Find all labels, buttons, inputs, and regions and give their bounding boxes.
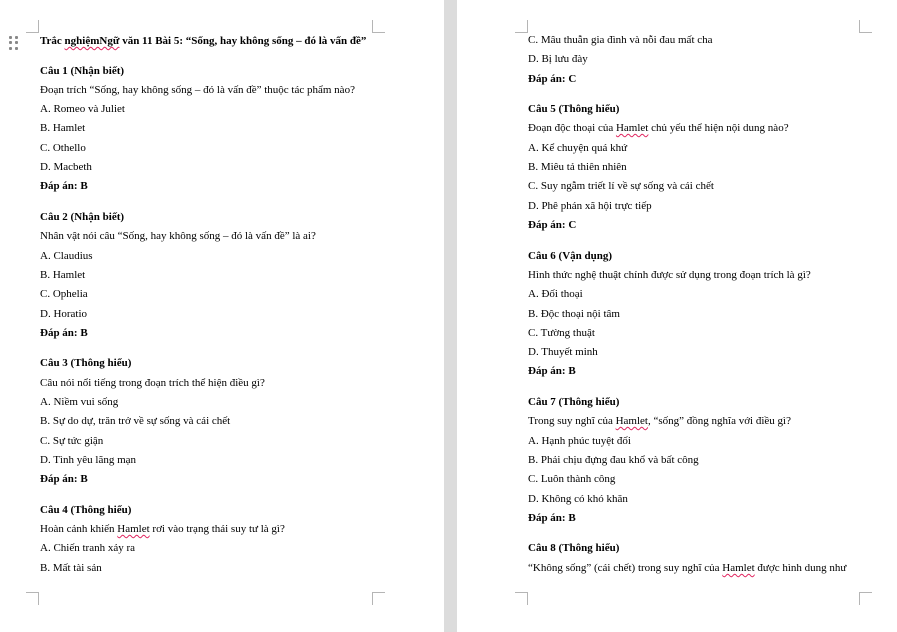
page-corner-mark xyxy=(859,20,872,33)
answer-key: Đáp án: B xyxy=(528,512,576,524)
spell-error-word[interactable]: Hamlet xyxy=(615,122,649,134)
question-heading: Câu 7 (Thông hiểu) xyxy=(528,396,620,408)
question-prompt-text: được hình dung như xyxy=(754,562,847,574)
question-prompt-text: , “sống” đồng nghĩa với điều gì? xyxy=(648,415,791,427)
question-prompt: Đoạn trích “Sống, hay không sống – đó là vấn đề” thuộc tác phẩm nào? xyxy=(40,84,355,96)
question-prompt-text: chủ yếu thể hiện nội dung nào? xyxy=(648,122,789,134)
page-corner-mark xyxy=(859,592,872,605)
question-prompt-text: Hoàn cảnh khiến xyxy=(40,523,118,535)
document-page-left xyxy=(0,0,444,632)
question-prompt: Câu nói nổi tiếng trong đoạn trích thể hiện điều gì? xyxy=(40,377,265,389)
question-prompt xyxy=(528,122,789,135)
answer-option: D. Thuyết minh xyxy=(528,346,598,358)
answer-option: A. Chiến tranh xảy ra xyxy=(40,542,135,554)
question-prompt-text: Trong suy nghĩ của xyxy=(528,415,616,427)
answer-option: A. Niềm vui sống xyxy=(40,396,119,408)
answer-key: Đáp án: B xyxy=(40,473,88,485)
page-corner-mark xyxy=(515,20,528,33)
answer-option: D. Phê phán xã hội trực tiếp xyxy=(528,200,652,212)
answer-option: D. Tình yêu lãng mạn xyxy=(40,454,137,466)
answer-option: C. Suy ngẫm triết lí về sự sống và cái chết xyxy=(528,180,714,192)
spell-error-word[interactable]: Hamlet xyxy=(117,523,150,535)
answer-option: B. Phải chịu đựng đau khổ và bất công xyxy=(528,454,699,466)
question-prompt xyxy=(528,562,846,575)
question-heading: Câu 1 (Nhận biết) xyxy=(40,65,125,77)
answer-option: A. Kể chuyện quá khứ xyxy=(528,142,628,154)
answer-option: D. Horatio xyxy=(40,308,88,320)
question-heading: Câu 3 (Thông hiểu) xyxy=(40,357,132,369)
document-title xyxy=(40,35,366,48)
question-prompt xyxy=(528,415,791,428)
answer-option: D. Macbeth xyxy=(40,161,92,173)
question-heading: Câu 8 (Thông hiểu) xyxy=(528,542,620,554)
document-title-text: văn 11 Bài 5: “Sống, hay không sống – đó là vấn đề” xyxy=(119,35,367,47)
answer-key: Đáp án: C xyxy=(528,219,577,231)
answer-key: Đáp án: B xyxy=(40,327,88,339)
question-prompt xyxy=(40,523,285,536)
spell-error-word[interactable]: nghiệmNgữ xyxy=(64,35,120,47)
answer-option: C. Mâu thuẫn gia đình và nỗi đau mất cha xyxy=(528,34,713,46)
answer-option: A. Claudius xyxy=(40,250,93,262)
answer-option: A. Romeo và Juliet xyxy=(40,103,125,115)
answer-option: B. Hamlet xyxy=(40,269,86,281)
answer-key: Đáp án: C xyxy=(528,73,577,85)
page-gap xyxy=(444,0,457,632)
question-prompt: Hình thức nghệ thuật chính được sử dụng trong đoạn trích là gì? xyxy=(528,269,811,281)
document-title-text: Trắc xyxy=(40,35,65,47)
answer-option: C. Ophelia xyxy=(40,288,88,300)
page-corner-mark xyxy=(372,20,385,33)
answer-option: C. Tường thuật xyxy=(528,327,595,339)
question-heading: Câu 2 (Nhận biết) xyxy=(40,211,125,223)
answer-option: C. Othello xyxy=(40,142,86,154)
answer-option: B. Sự do dự, trăn trở về sự sống và cái chết xyxy=(40,415,231,427)
question-prompt-text: rơi vào trạng thái suy tư là gì? xyxy=(149,523,285,535)
answer-option: B. Hamlet xyxy=(40,122,86,134)
question-prompt: Nhân vật nói câu “Sống, hay không sống – đó là vấn đề” là ai? xyxy=(40,230,316,242)
answer-key: Đáp án: B xyxy=(528,365,576,377)
answer-option: B. Độc thoại nội tâm xyxy=(528,308,620,320)
answer-option: B. Miêu tả thiên nhiên xyxy=(528,161,627,173)
page-corner-mark xyxy=(26,20,39,33)
answer-option: B. Mất tài sản xyxy=(40,562,102,574)
page-corner-mark xyxy=(26,592,39,605)
answer-option: A. Hạnh phúc tuyệt đối xyxy=(528,435,631,447)
spell-error-word[interactable]: Hamlet xyxy=(615,415,648,427)
document-page-right xyxy=(457,0,897,632)
question-heading: Câu 5 (Thông hiểu) xyxy=(528,103,620,115)
answer-option: D. Bị lưu đày xyxy=(528,53,588,65)
drag-handle-icon[interactable] xyxy=(9,36,19,50)
answer-key: Đáp án: B xyxy=(40,180,88,192)
page-corner-mark xyxy=(515,592,528,605)
spell-error-word[interactable]: Hamlet xyxy=(722,562,755,574)
question-prompt-text: “Không sống” (cái chết) trong suy nghĩ của xyxy=(528,562,723,574)
answer-option: A. Đối thoại xyxy=(528,288,583,300)
page-corner-mark xyxy=(372,592,385,605)
question-heading: Câu 4 (Thông hiểu) xyxy=(40,504,132,516)
answer-option: D. Không có khó khăn xyxy=(528,493,628,505)
question-prompt-text: Đoạn độc thoại của xyxy=(528,122,616,134)
question-heading: Câu 6 (Vận dụng) xyxy=(528,250,613,262)
answer-option: C. Luôn thành công xyxy=(528,473,616,485)
answer-option: C. Sự tức giận xyxy=(40,435,104,447)
